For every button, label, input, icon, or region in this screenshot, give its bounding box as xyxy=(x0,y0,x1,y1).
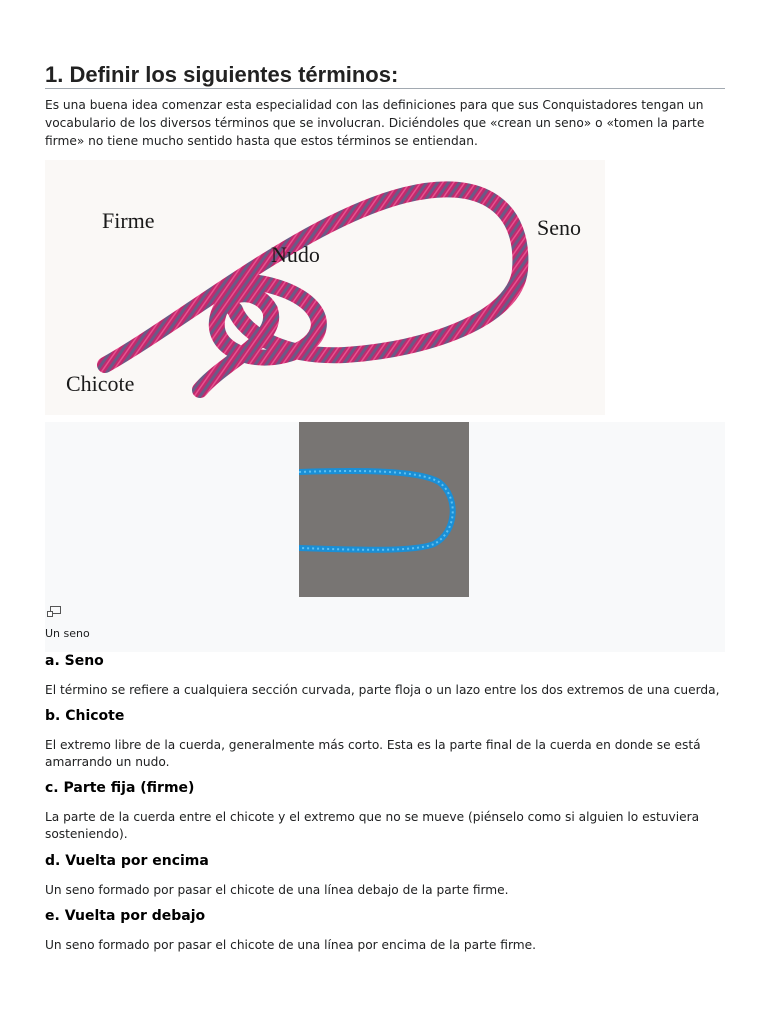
section-heading-vuelta-encima: d. Vuelta por encima xyxy=(45,853,209,869)
label-firme: Firme xyxy=(102,208,155,233)
section-text-chicote: El extremo libre de la cuerda, generalmente más corto. Esta es la parte final de la cuerda en donde se está amarrando un nudo. xyxy=(45,738,701,769)
section-heading-seno: a. Seno xyxy=(45,653,104,669)
section-heading-chicote: b. Chicote xyxy=(45,708,125,724)
section-text-parte-fija: La parte de la cuerda entre el chicote y el extremo que no se mueve (piénselo como si alguien lo estuviera sosteniendo). xyxy=(45,810,700,841)
enlarge-icon[interactable] xyxy=(47,606,61,618)
label-nudo: Nudo xyxy=(271,242,320,267)
section-heading-parte-fija: c. Parte fija (firme) xyxy=(45,780,195,796)
section-heading-vuelta-debajo: e. Vuelta por debajo xyxy=(45,908,206,924)
section-text-seno: El término se refiere a cualquiera sección curvada, parte floja o un lazo entre los dos extremos de una cuerda, xyxy=(45,683,720,697)
label-seno: Seno xyxy=(537,215,581,240)
figure-caption: Un seno xyxy=(45,627,90,640)
page-title: 1. Definir los siguientes términos: xyxy=(45,63,725,89)
label-chicote: Chicote xyxy=(66,371,135,396)
section-text-vuelta-debajo: Un seno formado por pasar el chicote de una línea por encima de la parte firme. xyxy=(45,938,536,952)
section-text-vuelta-encima: Un seno formado por pasar el chicote de una línea debajo de la parte firme. xyxy=(45,883,509,897)
knot-diagram-image[interactable] xyxy=(45,160,605,415)
seno-photo[interactable] xyxy=(299,422,469,597)
seno-figure-box xyxy=(45,422,725,652)
intro-paragraph: Es una buena idea comenzar esta especialidad con las definiciones para que sus Conquistadores tengan un vocabulario de los diversos términos que se involucran. Diciéndoles que «crean un seno» o «tomen la parte firme» no tiene mucho sentido hasta que estos términos se entiendan. xyxy=(45,98,705,148)
